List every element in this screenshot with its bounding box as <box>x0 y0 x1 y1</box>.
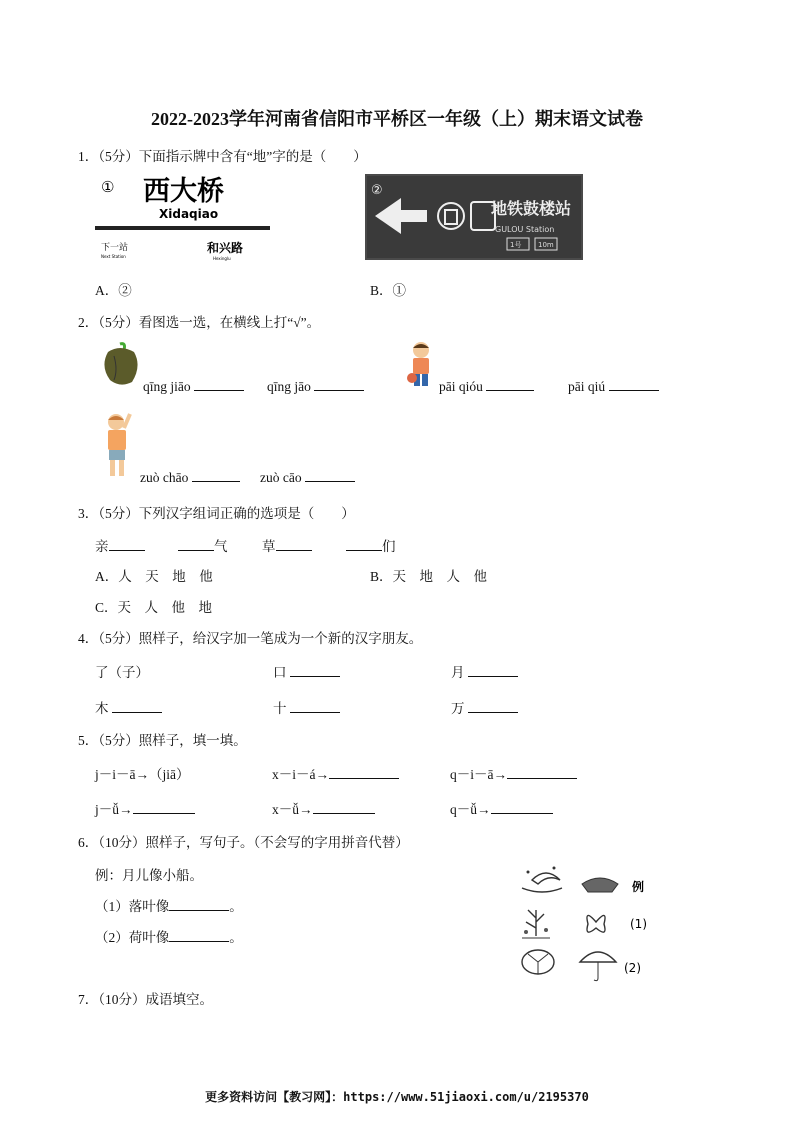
footer-link[interactable]: 更多资料访问【教习网】：https://www.51jiaoxi.com/u/2195370 <box>205 1090 589 1104</box>
svg-text:1号: 1号 <box>510 241 522 249</box>
page-title: 2022-2023学年河南省信阳市平桥区一年级（上）期末语文试卷 <box>151 109 643 129</box>
pinyin-option-4: pāi qiú <box>568 378 659 395</box>
pinyin-option-6: zuò cāo <box>260 469 355 486</box>
word-blank-1: 亲 <box>95 535 145 555</box>
answer-blank[interactable] <box>305 469 355 482</box>
label-2: (2) <box>624 961 641 975</box>
boat-icon <box>582 878 618 892</box>
word-blank-3: 草 <box>262 535 312 555</box>
answer-blank[interactable] <box>112 700 162 713</box>
question-3-option-b: B．天 地 人 他 <box>370 569 488 584</box>
sentence-example: 例：月儿像小船。 <box>95 868 203 883</box>
sign1-next-name: 和兴路 <box>207 241 244 255</box>
svg-text:Hexinglu: Hexinglu <box>213 256 231 261</box>
answer-blank[interactable] <box>133 801 195 814</box>
char-example: 了（子） <box>95 665 149 680</box>
answer-blank[interactable] <box>109 538 145 551</box>
answer-blank[interactable] <box>169 929 229 942</box>
sign1-number: ① <box>101 178 115 196</box>
question-3-stem: 3．（5分）下列汉字组词正确的选项是（ ） <box>78 506 355 521</box>
umbrella-icon <box>580 952 616 962</box>
question-1-option-a: A．② <box>95 283 132 298</box>
spelling-example: j－i－ā→（jiā） <box>95 767 190 782</box>
boy-bouncing-ball-image <box>404 340 438 390</box>
answer-blank[interactable] <box>329 766 399 779</box>
question-4-stem: 4．（5分）照样子，给汉字加一笔成为一个新的汉字朋友。 <box>78 631 423 646</box>
label-1: (1) <box>630 917 647 931</box>
pinyin-option-2: qīng jāo <box>267 378 364 395</box>
answer-blank[interactable] <box>290 700 340 713</box>
word-blank-4: 们 <box>346 535 396 555</box>
answer-blank[interactable] <box>314 378 364 391</box>
answer-blank[interactable] <box>313 801 375 814</box>
question-1-option-b: B．① <box>370 283 407 298</box>
question-1-stem: 1．（5分）下面指示牌中含有“地”字的是（ ） <box>78 149 367 164</box>
char-item-3: 月 <box>451 661 518 681</box>
char-item-5: 十 <box>273 697 340 717</box>
sign-gulou-station-image <box>365 174 583 260</box>
picture-hints-image <box>518 862 666 984</box>
spelling-item-2: x－i－á→ <box>272 763 399 783</box>
char-item-6: 万 <box>451 697 518 717</box>
child-exercising-image <box>100 408 136 480</box>
question-7-stem: 7．（10分）成语填空。 <box>78 992 213 1007</box>
sign2-number: ② <box>371 183 383 198</box>
sign1-pinyin: Xidaqiao <box>159 207 219 221</box>
pinyin-option-1: qīng jiāo <box>143 378 244 395</box>
question-2-stem: 2．（5分）看图选一选，在横线上打“√”。 <box>78 315 321 330</box>
pepper-image <box>100 340 142 388</box>
word-blank-2: 气 <box>178 535 228 555</box>
question-5-stem: 5．（5分）照样子，填一填。 <box>78 733 247 748</box>
answer-blank[interactable] <box>609 378 659 391</box>
answer-blank[interactable] <box>178 538 214 551</box>
char-item-4: 木 <box>95 697 162 717</box>
question-6-stem: 6．（10分）照样子，写句子。（不会写的字用拼音代替） <box>78 835 409 850</box>
question-3-option-a: A．人 天 地 他 <box>95 569 213 584</box>
answer-blank[interactable] <box>194 378 244 391</box>
sign1-next-label: 下一站 <box>101 243 129 253</box>
answer-blank[interactable] <box>169 898 229 911</box>
answer-blank[interactable] <box>192 469 240 482</box>
answer-blank[interactable] <box>346 538 382 551</box>
spelling-item-6: q－ǚ→ <box>450 798 553 818</box>
answer-blank[interactable] <box>276 538 312 551</box>
sign1-name: 西大桥 <box>143 176 224 207</box>
spelling-item-3: q－i－ā→ <box>450 763 577 783</box>
answer-blank[interactable] <box>491 801 553 814</box>
moon-icon <box>532 873 560 884</box>
answer-blank[interactable] <box>486 378 534 391</box>
pinyin-option-5: zuò chāo <box>140 469 240 486</box>
sentence-item-2: （2）荷叶像 。 <box>95 930 243 945</box>
label-example: 例 <box>632 880 645 894</box>
falling-leaves-icon <box>526 910 544 936</box>
sign-xidaqiao-image <box>95 172 273 264</box>
sign2-name: 地铁鼓楼站 <box>491 199 572 218</box>
char-item-2: 口 <box>273 661 340 681</box>
butterfly-icon <box>587 915 605 932</box>
answer-blank[interactable] <box>507 766 577 779</box>
svg-text:10m: 10m <box>538 241 554 249</box>
pinyin-option-3: pāi qióu <box>439 378 534 395</box>
svg-text:Next Station: Next Station <box>101 254 126 259</box>
sign2-pinyin: GULOU Station <box>495 225 555 234</box>
sentence-item-1: （1）落叶像 。 <box>95 899 243 914</box>
answer-blank[interactable] <box>468 664 518 677</box>
question-3-option-c: C．天 人 他 地 <box>95 600 213 615</box>
spelling-item-4: j－ǚ→ <box>95 798 195 818</box>
spelling-item-5: x－ǚ→ <box>272 798 375 818</box>
answer-blank[interactable] <box>468 700 518 713</box>
answer-blank[interactable] <box>290 664 340 677</box>
